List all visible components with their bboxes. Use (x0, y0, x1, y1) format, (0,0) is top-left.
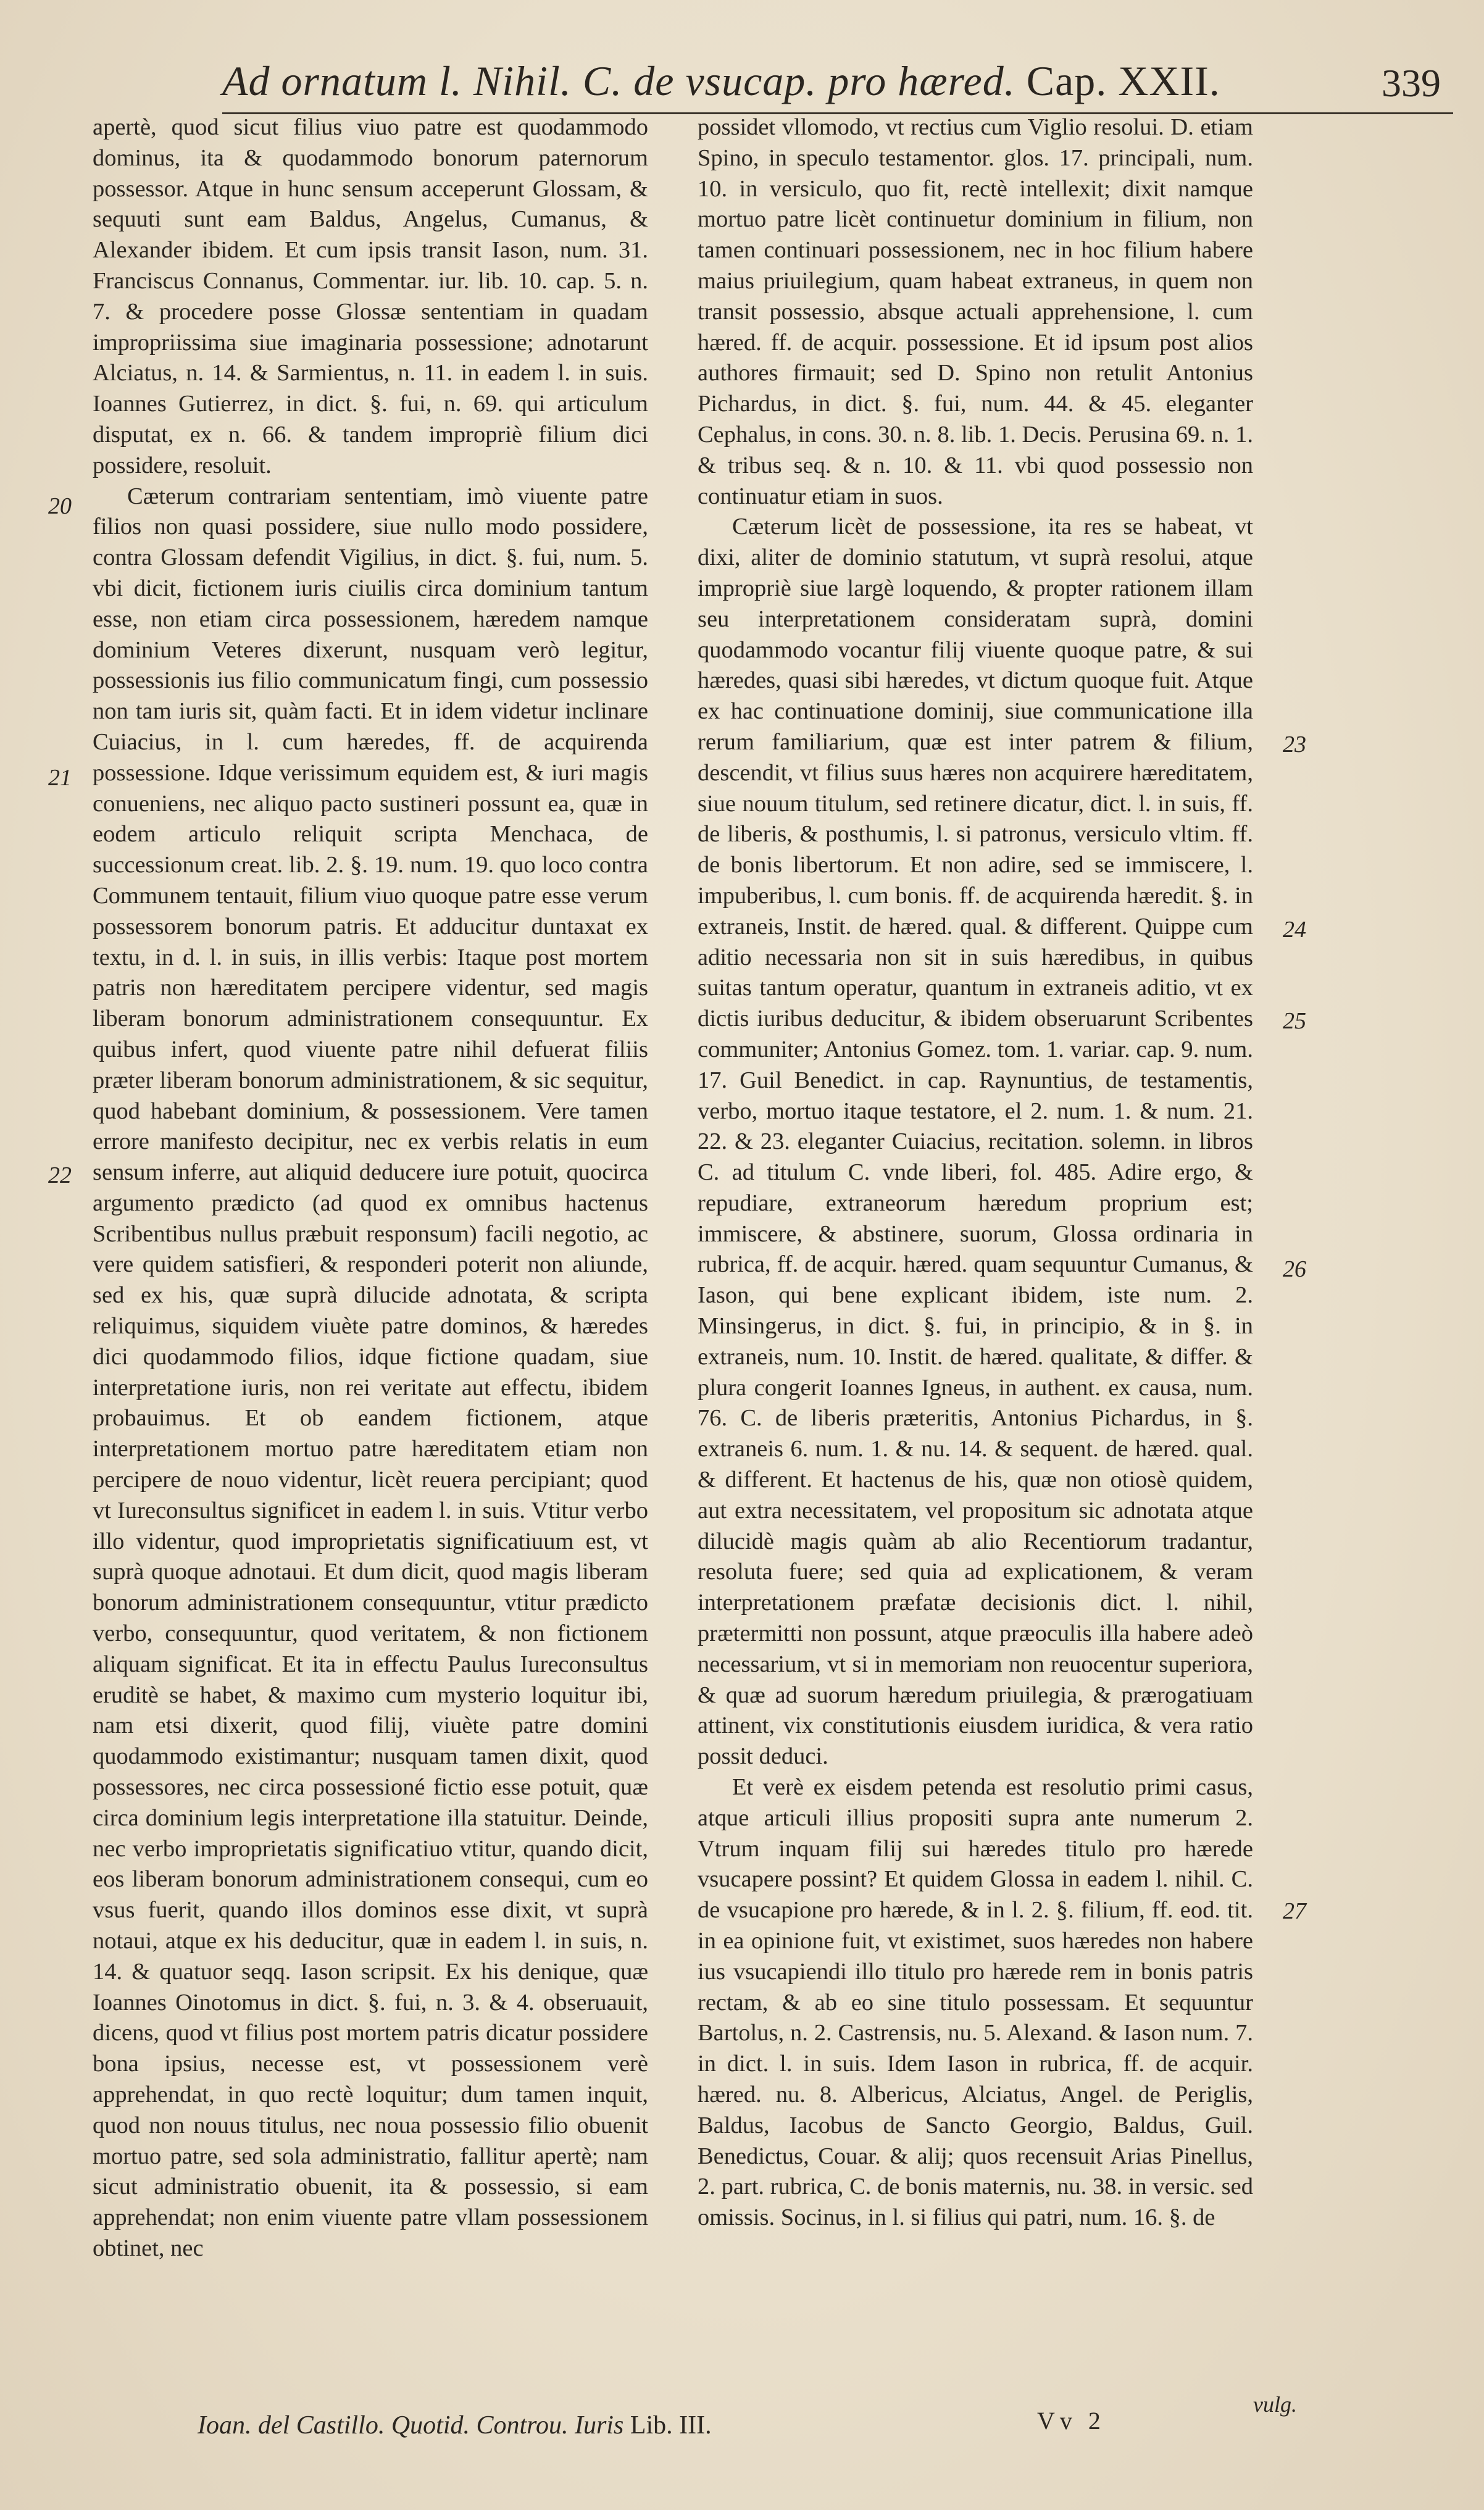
margin-number-22: 22 (48, 1162, 72, 1188)
right-column (698, 112, 1253, 2233)
footer-book-number: Lib. III. (630, 2411, 712, 2440)
margin-number-27: 27 (1283, 1898, 1306, 1924)
page-header (222, 57, 1453, 114)
signature-mark: Vv 2 (1037, 2407, 1106, 2435)
page-number: 339 (1382, 61, 1441, 105)
running-title-text: Ad ornatum l. Nihil. C. de vsucap. pro hæred. (222, 57, 1015, 104)
margin-number-26: 26 (1283, 1256, 1306, 1282)
footer-author-title: Ioan. del Castillo. Quotid. Controu. Iuris (198, 2411, 624, 2440)
left-paragraph-1: apertè, quod sicut filius viuo patre est quodammodo dominus, ita & quodammodo bonorum paternorum possessor. Atque in hunc sensum acceperunt Glossam, & sequuti sunt eam Baldus, Angelus, Cumanus, & Alexander ibidem. Et cum ipsis transit Iason, num. 31. Franciscus Connanus, Commentar. iur. lib. 10. cap. 5. n. 7. & procedere posse Glossæ sententiam in quadam impropriissima siue imaginaria possessione; adnotarunt Alciatus, n. 14. & Sarmientus, n. 11. in eadem l. in suis. Ioannes Gutierrez, in dict. §. fui, n. 69. qui articulum disputat, ex n. 66. & tandem impropriè filium dici possidere, resoluit. (93, 114, 648, 478)
margin-number-20: 20 (48, 493, 72, 519)
right-paragraph-2: Cæterum licèt de possessione, ita res se habeat, vt dixi, aliter de dominio statutum, vt suprà resolui, atque impropriè siue largè loquendo, & propter rationem illam seu interpretationem consideratam suprà, domini quodammodo vocantur filij viuente quoque patre, & sui hæredes, quasi sibi hæredes, vt dictum quoque fuit. Atque ex hac continuatione dominij, siue communicatione illa rerum familiarium, quæ est inter patrem & filium, descendit, vt filius suus hæres non acquirere hæreditatem, siue nouum titulum, sed retinere dicatur, dict. l. in suis, ff. de liberis, & posthumis, l. si patronus, versiculo vltim. ff. de bonis libertorum. Et non adire, sed se immiscere, l. impuberibus, l. cum bonis. ff. de acquirenda hæredit. §. in extraneis, Instit. de hæred. qual. & different. Quippe cum aditio necessaria non sit in suis hæredibus, in quibus suitas tantum operatur, quantum in extraneis aditio, vt ex dictis iuribus deducitur, & ibidem obseruarunt Scribentes communiter; Antonius Gomez. tom. 1. variar. cap. 9. num. 17. Guil Benedict. in cap. Raynuntius, de testamentis, verbo, mortuo itaque testatore, el 2. num. 1. & num. 21. 22. & 23. eleganter Cuiacius, recitation. solemn. in libros C. ad titulum C. vnde liberi, fol. 485. Adire ergo, & repudiare, extraneorum hæredum proprium est; immiscere, & abstinere, suorum, Glossa ordinaria in rubrica, ff. de acquir. hæred. quam sequuntur Cumanus, & Iason, qui bene explicant ibidem, iste num. 2. Minsingerus, in dict. §. fui, in principio, & in §. in extraneis, num. 10. Instit. de hæred. qualitate, & differ. & plura congerit Ioannes Igneus, in authent. ex causa, num. 76. C. de liberis præteritis, Antonius Pichardus, in §. extraneis 6. num. 1. & nu. 14. & sequent. de hæred. qual. & different. Et hactenus de his, quæ non otiosè quidem, aut extra necessitatem, vel propositum sic adnotata atque dilucidè magis quàm ab alio Recentiorum tradantur, resoluta fuere; sed quia ad explicationem, & veram interpretationem præfatæ decisionis dict. l. nihil, prætermitti non possunt, atque præoculis illa habere adeò necessarium, vt si in memoriam non reuocentur superiora, & quæ ad suorum hæredum priuilegia, & prærogatiuam attinent, vix constitutionis eiusdem iuridica, & vera ratio possit deduci. (698, 514, 1253, 1770)
margin-number-24: 24 (1283, 917, 1306, 943)
chapter-label: Cap. XXII. (1026, 57, 1220, 104)
running-title (222, 57, 1220, 106)
left-column (93, 112, 648, 2264)
footer-running-author (198, 2411, 712, 2440)
right-paragraph-1: possidet vllomodo, vt rectius cum Viglio resolui. D. etiam Spino, in speculo testamentor. glos. 17. principali, num. 10. in versiculo, quo fit, rectè intellexit; dixit namque mortuo patre licèt continuetur dominium in filium, non tamen continuari possessionem, nec in hoc filium habere maius priuilegium, quam habeat extraneus, in quem non transit possessio, absque actuali apprehensione, l. cum hæred. ff. de acquir. possessione. Et id ipsum post alios authores firmauit; sed D. Spino non retulit Antonius Pichardus, in dict. §. fui, num. 44. & 45. eleganter Cephalus, in cons. 30. n. 8. lib. 1. Decis. Perusina 69. n. 1. & tribus seq. & n. 10. & 11. vbi quod possessio non continuatur etiam in suos. (698, 114, 1253, 509)
margin-number-23: 23 (1283, 732, 1306, 757)
right-paragraph-3: Et verè ex eisdem petenda est resolutio primi casus, atque articuli illius propositi supra ante numerum 2. Vtrum inquam filij sui hæredes titulo pro hærede vsucapere possint? Et quidem Glossa in eadem l. nihil. C. de vsucapione pro hærede, & in l. 2. §. filium, ff. eod. tit. in ea opinione fuit, vt existimet, suos hæredes non habere ius vsucapiendi illo titulo pro hærede rem in bonis patris rectam, & ab eo sine titulo possessam. Et sequuntur Bartolus, n. 2. Castrensis, nu. 5. Alexand. & Iason num. 7. in dict. l. in suis. Idem Iason in rubrica, ff. de acquir. hæred. nu. 8. Albericus, Alciatus, Angel. de Periglis, Baldus, Iacobus de Sancto Georgio, Baldus, Guil. Benedictus, Couar. & alij; quos recensuit Arias Pinellus, 2. part. rubrica, C. de bonis maternis, nu. 38. in versic. sed omissis. Socinus, in l. si filius qui patri, num. 16. §. de (698, 1774, 1253, 2231)
left-paragraph-2: Cæterum contrariam sententiam, imò viuente patre filios non quasi possidere, siue nullo modo possidere, contra Glossam defendit Vigilius, in dict. §. fui, num. 5. vbi dicit, fictionem iuris ciuilis circa dominium tantum esse, non etiam circa possessionem, hæredem namque dominium Veteres dixerunt, nusquam verò legitur, possessionis ius filio communicatum fingi, cum possessio non tam iuris sit, quàm facti. Et in idem videtur inclinare Cuiacius, in l. cum hæredes, ff. de acquirenda possessione. Idque verissimum equidem est, & iuri magis conueniens, nec aliquo pacto sustineri possunt ea, quæ in eodem articulo reliquit scripta Menchaca, de successionum creat. lib. 2. §. 19. num. 19. quo loco contra Communem tentauit, filium viuo quoque patre esse verum possessorem bonorum patris. Et adducitur duntaxat ex textu, in d. l. in suis, in illis verbis: Itaque post mortem patris non hæreditatem percipere videntur, sed magis liberam bonorum administrationem consequuntur. Ex quibus infert, quod viuente patre nihil defuerat filiis præter liberam bonorum administrationem, & sic sequitur, quod habebant dominium, & possessionem. Vere tamen errore manifesto decipitur, nec ex verbis relatis in eum sensum inferre, aut aliquid deducere iure potuit, quocirca argumento prædicto (ad quod ex omnibus hactenus Scribentibus nullus præbuit responsum) facili negotio, ac vere quidem satisfieri, & responderi poterit non aliunde, sed ex his, quæ suprà dilucide adnotata, & scripta reliquimus, siquidem viuète patre dominos, & hæredes dici quodammodo filios, idque fictione quadam, siue interpretatione iuris, non rei veritate aut effectu, ibidem probauimus. Et ob eandem fictionem, atque interpretationem mortuo patre hæreditatem etiam non percipere de nouo videntur, licèt reuera percipiant; quod vt Iureconsultus significet in eadem l. in suis. Vtitur verbo illo videntur, quod improprietatis significatiuum est, vt suprà quoque adnotaui. Et dum dicit, quod magis liberam bonorum administrationem consequuntur, vtitur prædicto verbo, consequuntur, quod veritatem, & non fictionem aliquam significat. Et ita in effectu Paulus Iureconsultus eruditè se habet, & maximo cum mysterio loquitur ibi, nam etsi dixerit, quod filij, viuète patre domini quodammodo existimantur; nusquam tamen dixit, quod possessores, nec circa possessioné fictio esse potuit, quæ circa dominium legis interpretatione illa statuitur. Deinde, nec verbo improprietatis significatiuo vtitur, quando dicit, eos liberam bonorum administrationem consequi, cum eo vsus fuerit, quando illos dominos esse dixit, vt suprà notaui, atque ex his deducitur, quæ in eadem l. in suis, n. 14. & quatuor seqq. Iason scripsit. Ex his denique, quæ Ioannes Oinotomus in dict. §. fui, n. 3. & 4. obseruauit, dicens, quod vt filius post mortem patris dicatur possidere bona ipsius, necesse est, vt possessionem verè apprehendat, in quo rectè loquitur; dum tamen inquit, quod non nouus titulus, nec noua possessio filio obuenit mortuo patre, sed sola administratio, fallitur apertè; nam sicut administratio obuenit, ita & possessio, si eam apprehendat; non enim viuente patre vllam possessionem obtinet, nec (93, 483, 648, 2261)
margin-number-21: 21 (48, 765, 72, 791)
margin-number-25: 25 (1283, 1008, 1306, 1034)
catchword: vulg. (1253, 2392, 1297, 2417)
